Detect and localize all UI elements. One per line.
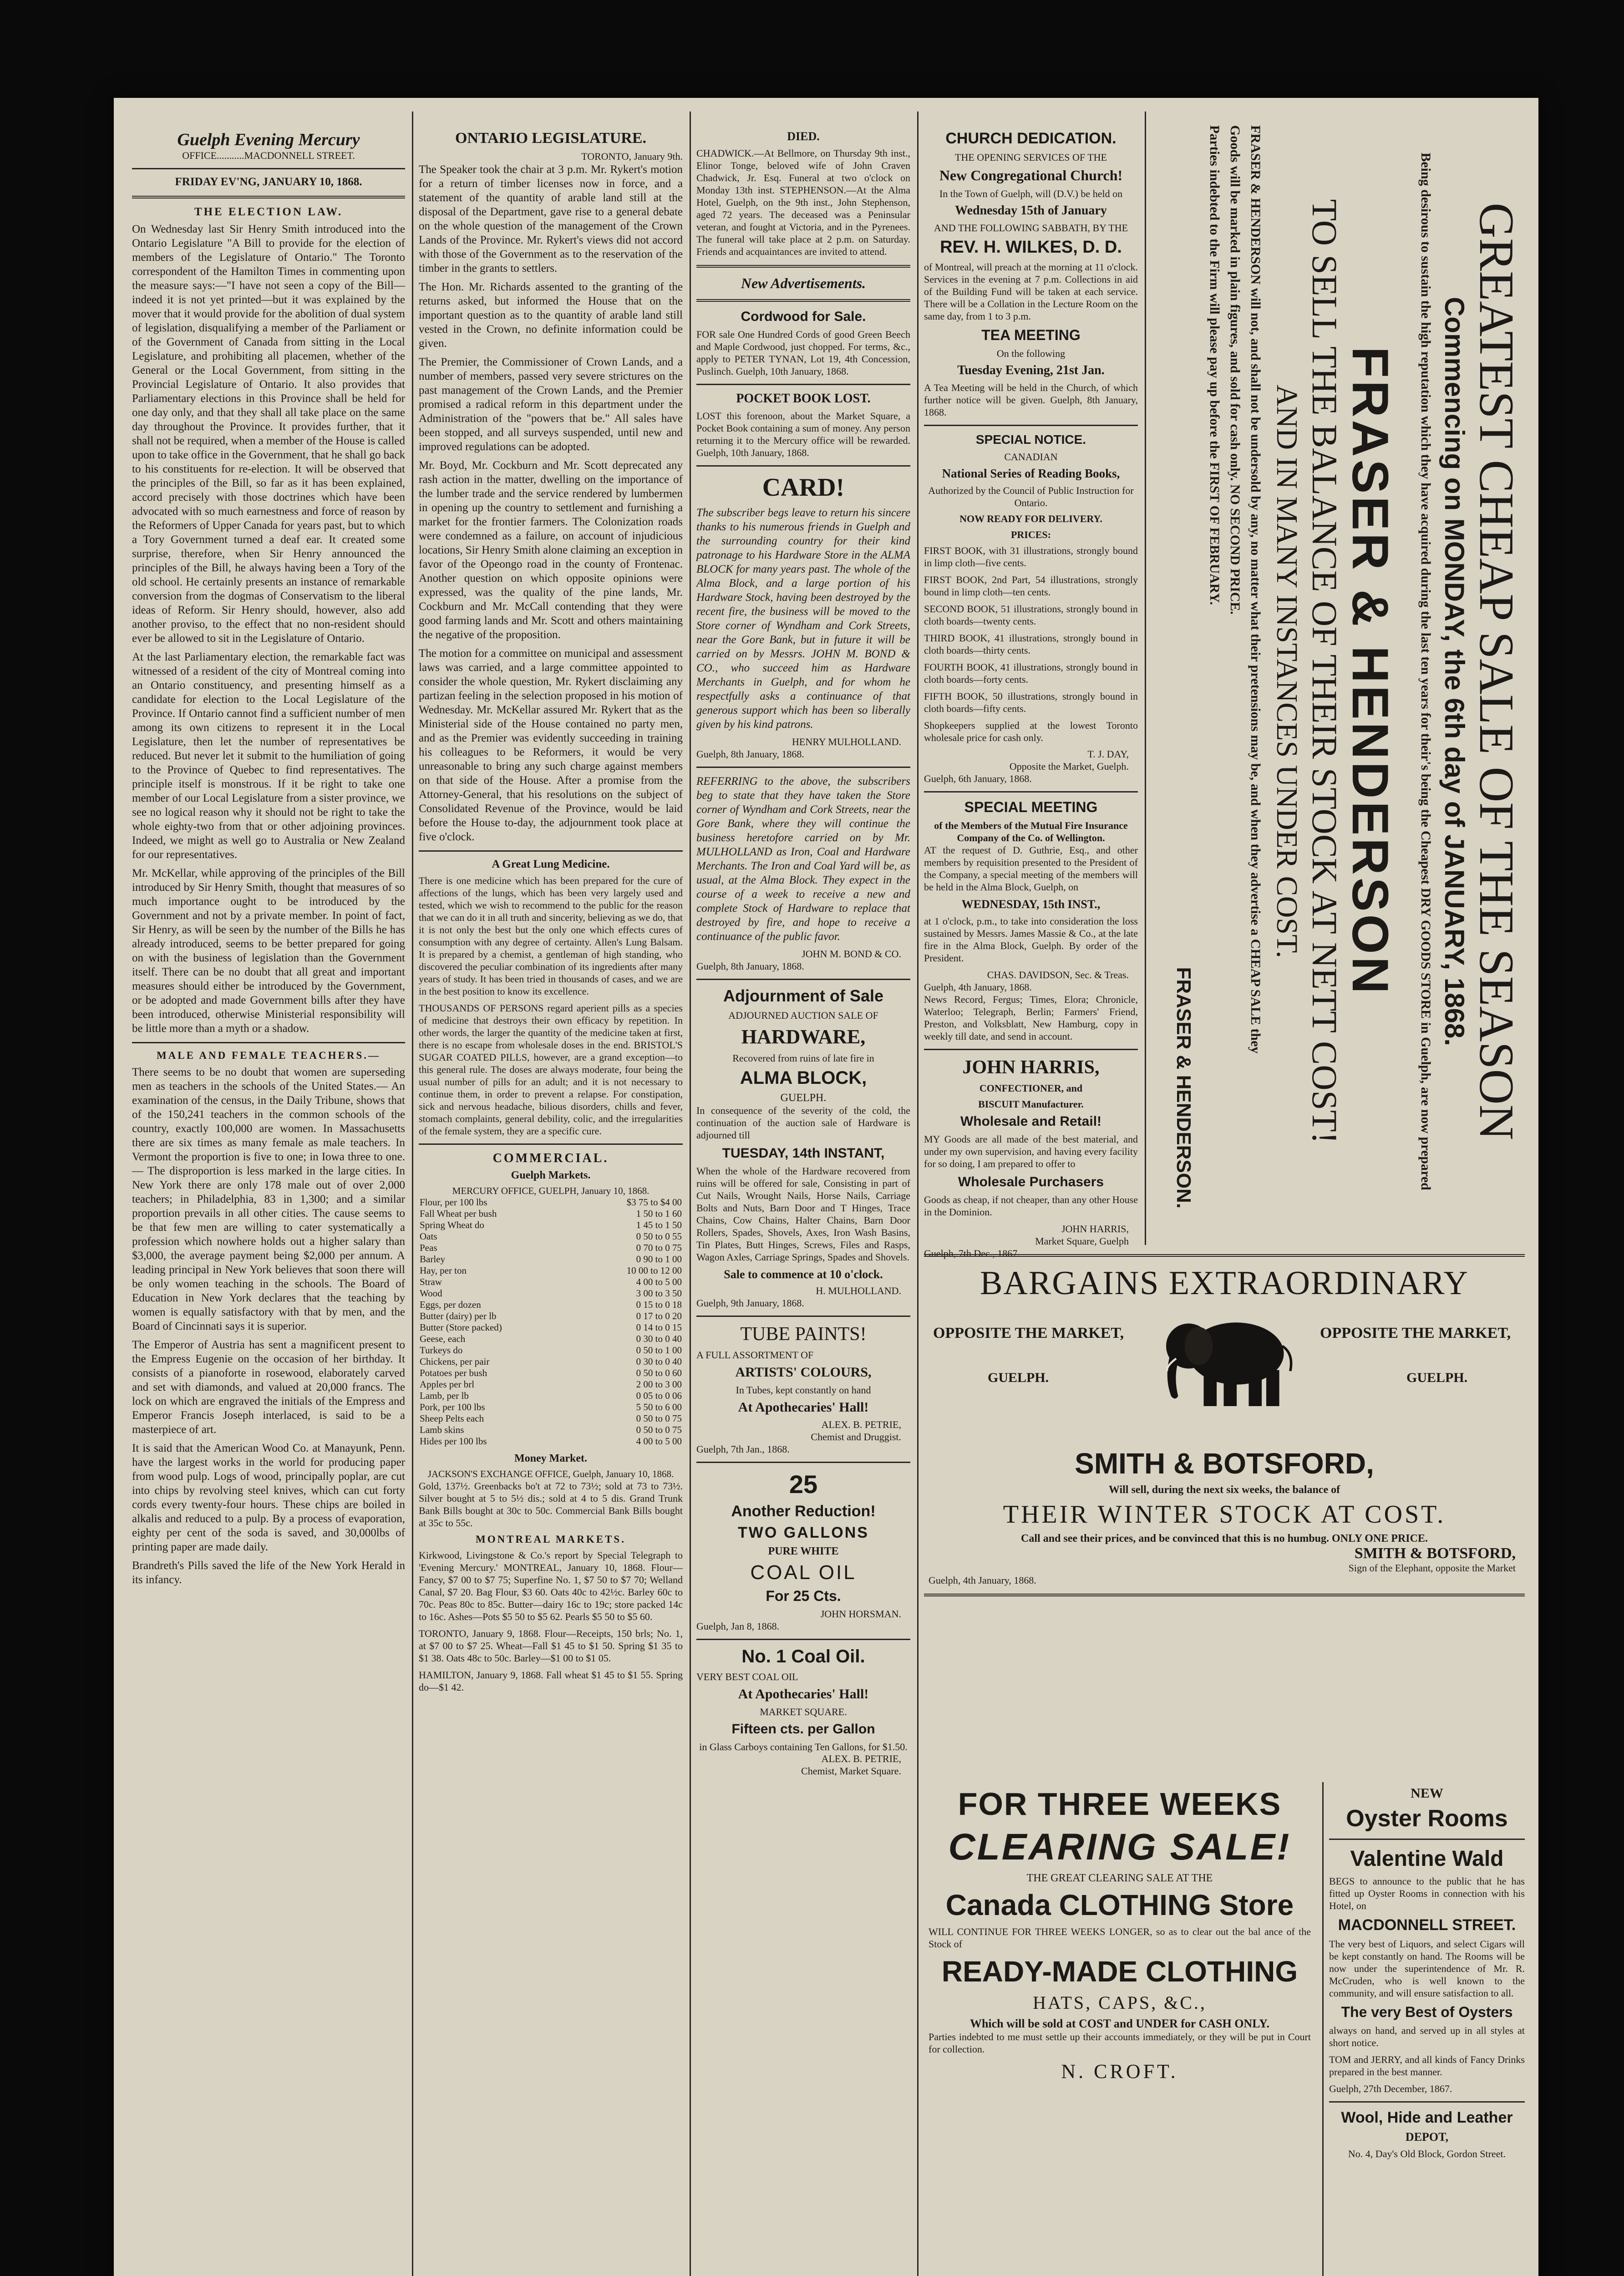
masthead-title: Guelph Evening Mercury — [177, 130, 360, 149]
new-congregational: New Congregational Church! — [939, 167, 1123, 183]
book-price-item: FOURTH BOOK, 41 illustrations, strongly bound in cloth boards—forty cents. — [924, 661, 1138, 685]
horsman-signature: JOHN HORSMAN. — [820, 1608, 901, 1620]
market-item: Oats — [420, 1231, 437, 1242]
market-row — [419, 1322, 683, 1333]
wholesale-purchasers: Wholesale Purchasers — [958, 1174, 1104, 1189]
teachers-paragraph: It is said that the American Wood Co. at Manayunk, Penn. have the largest works in the world for producing paper from wood pulp. Logs of wood, principally poplar, are cut into chips by revolving steel knives, which can cut forty cords every twenty-four hours. These chips are boiled in alkalis and reduced to a pulp. By a process of evaporation, eighty per cent of the soda is saved, and 30,000lbs of printing paper are made daily. — [132, 1442, 405, 1553]
many-instances: AND IN MANY INSTANCES UNDER COST. — [1270, 385, 1304, 958]
column-1 — [132, 116, 405, 2276]
market-row — [419, 1345, 683, 1356]
petrie-signature-2: ALEX. B. PETRIE, — [821, 1753, 901, 1764]
confectioner: CONFECTIONER, and — [979, 1082, 1083, 1094]
market-item: Lamb skins — [420, 1424, 464, 1435]
markets-subheading: MERCURY OFFICE, GUELPH, January 10, 1868. — [452, 1185, 650, 1196]
valentine-wald: Valentine Wald — [1350, 1847, 1504, 1871]
special-meeting: SPECIAL MEETING — [964, 799, 1098, 815]
national-series: National Series of Reading Books, — [942, 467, 1120, 480]
market-item: Geese, each — [420, 1333, 466, 1344]
book-price-item: SECOND BOOK, 51 illustrations, strongly bound in cloth boards—twenty cents. — [924, 603, 1138, 627]
money-text: Gold, 137½. Greenbacks bo't at 72 to 73½; sold at 73 to 73½. Silver bought at 5 to 5½ dis.; sold at 4 to 5 dis. Grand Trunk Bank Bills bought at 30c to 50c. Commercial Bank Bills bought at 35c to 55c. — [419, 1480, 683, 1529]
legislature-paragraph: The Hon. Mr. Richards assented to the granting of the returns asked, but informed the House that on the important question as to the quantity of arable land still vested in the Crown, no definite information could be given. — [419, 281, 683, 350]
cordwood-text: FOR sale One Hundred Cords of good Green Beech and Maple Cordwood, just chopped. For terms, &c., apply to PETER TYNAN, Lot 19, 4th Concession, Puslinch. Guelph, 10th January, 1868. — [696, 329, 910, 377]
card-date: Guelph, 8th January, 1868. — [696, 748, 804, 760]
market-item: Sheep Pelts each — [420, 1413, 484, 1424]
teachers-paragraph: Brandreth's Pills saved the life of the New York Herald in its infancy. — [132, 1560, 405, 1586]
shopkeepers: Shopkeepers supplied at the lowest Toronto wholesale price for cash only. — [924, 720, 1138, 743]
column-rule — [690, 112, 691, 2276]
market-item: Butter (Store packed) — [420, 1322, 502, 1333]
petrie-date: Guelph, 7th Jan., 1868. — [696, 1443, 790, 1455]
in-tubes: In Tubes, kept constantly on hand — [736, 1384, 871, 1396]
market-price: 0 30 to 0 40 — [636, 1333, 682, 1344]
card-signature: HENRY MULHOLLAND. — [792, 736, 901, 747]
oyster-date: Guelph, 27th December, 1867. — [1329, 2083, 1452, 2094]
church-in: In the Town of Guelph, will (D.V.) be held on — [939, 188, 1123, 199]
market-row — [419, 1413, 683, 1424]
market-row — [419, 1299, 683, 1311]
cordwood-heading: Cordwood for Sale. — [741, 309, 866, 324]
meeting-of: of the Members of the Mutual Fire Insurance Company of the Co. of Wellington. — [934, 820, 1128, 843]
market-price: 0 90 to 1 00 — [636, 1254, 682, 1265]
authorized: Authorized by the Council of Public Instruction for Ontario. — [928, 485, 1134, 508]
meeting-text: AT the request of D. Guthrie, Esq., and other members by requisition presented to the President of the Company, a special meeting of the members will be held in the Alma Block, Guelph, on — [924, 844, 1138, 893]
apothecaries-heading-2: At Apothecaries' Hall! — [738, 1687, 869, 1702]
market-price: 0 50 to 0 60 — [636, 1367, 682, 1378]
news-copy: News Record, Fergus; Times, Elora; Chronicle, Waterloo; Telegraph, Berlin; Farmers' Friend, Preston, and Volksblatt, New Hamburg, copy in weekly till date, and send in account. — [924, 994, 1138, 1042]
market-item: Spring Wheat do — [420, 1219, 484, 1230]
market-row — [419, 1379, 683, 1390]
book-price-item: FIRST BOOK, with 31 illustrations, strongly bound in limp cloth—five cents. — [924, 545, 1138, 569]
petrie-signature: ALEX. B. PETRIE, — [821, 1419, 901, 1430]
day-date: Guelph, 6th January, 1868. — [924, 773, 1032, 784]
column-3 — [696, 116, 910, 2276]
column-rule — [917, 112, 919, 2276]
legislature-paragraph: The Speaker took the chair at 3 p.m. Mr. Rykert's motion for a return of timber licenses now in force, and a statement of the quantity of arable land still at the disposal of the Department, gave rise to a general debate on the whole question of the management of the Crown Lands of the Province. Mr. Rykert's views did not accord with those of the Government as to the reservation of the timber in the grants to settlers. — [419, 163, 683, 274]
legislature-heading: ONTARIO LEGISLATURE. — [455, 130, 647, 147]
market-row — [419, 1208, 683, 1219]
two-gallons: TWO GALLONS — [738, 1524, 869, 1541]
pocket-heading: POCKET BOOK LOST. — [736, 391, 871, 406]
newspaper-page — [114, 98, 1538, 2276]
clearing-sale: CLEARING SALE! — [948, 1826, 1291, 1868]
adjourn-subheading: ADJOURNED AUCTION SALE OF — [728, 1010, 878, 1021]
market-item: Hides per 100 lbs — [420, 1436, 487, 1447]
no1-coal-oil: No. 1 Coal Oil. — [741, 1646, 865, 1666]
tuesday-text: When the whole of the Hardware recovered from ruins will be offered for sale, Consisting in part of Cut Nails, Wrought Nails, Horse Nails, Carriage Bolts and Nuts, Barn Door and T Hinges, Trace Chains, Cow Chains, Halter Chains, Barn Door Rollers, Spades, Shovels, Axes, Iron Wash Basins, Tin Plates, Butt Hinges, Screws, Files and Rasps, Wagon Axles, Carriage Springs, Spades and Shovels. — [696, 1165, 910, 1263]
column-2 — [419, 116, 683, 2276]
masthead-date: FRIDAY EV'NG, JANUARY 10, 1868. — [175, 176, 362, 188]
harris-signature: JOHN HARRIS, — [1061, 1223, 1129, 1235]
book-price-item: FIFTH BOOK, 50 illustrations, strongly bound in cloth boards—fifty cents. — [924, 691, 1138, 714]
referring-text: REFERRING to the above, the subscribers beg to state that they have taken the Store corner of Wyndham and Cork Streets, near the Gore Bank, where they will continue the business heretofore carried on by Mr. MULHOLLAND as Iron, Coal and Hardware Merchants. The Iron and Coal Yard will be, as usual, at the Alma Block. They expect in the course of a week to receive a new and complete Stock of Hardware to replace that destroyed by fire, and hope to receive a continuance of the public favor. — [696, 775, 910, 943]
special-notice: SPECIAL NOTICE. — [975, 432, 1086, 447]
parties-indebted: Parties indebted to the Firm will please pay up before the FIRST OF FEBRUARY. — [1207, 125, 1222, 605]
adjourn-text: In consequence of the severity of the cold, the continuation of the auction sale of Hardware is adjourned till — [696, 1105, 910, 1141]
tea-meeting: TEA MEETING — [981, 327, 1081, 343]
harris-text: MY Goods are all made of the best material, and under my own supervision, and having every facility for so doing, I am prepared to offer to — [924, 1133, 1138, 1169]
goods-marked: Goods will be marked in plain figures, and sold for cash only. NO SECOND PRICE. — [1228, 125, 1243, 615]
will-sell: Will sell, during the next six weeks, the balance of — [1108, 1484, 1340, 1496]
column-4 — [924, 116, 1138, 1259]
teachers-heading: MALE AND FEMALE TEACHERS.— — [156, 1050, 381, 1061]
lung-paragraph: There is one medicine which has been prepared for the cure of affections of the lungs, which has been very largely used and tested, which we wish to recommend to the public for the reason that we can do it in all truth and sincerity, believing as we do, that it is not only the best but the only one which effects cures of consumption with any degree of certainty. Allen's Lung Balsam. It is prepared by a chemist, a gentleman of high standing, who discovered the peculiar combination of its ingredients after many years of study. It has been tried in thousands of cases, and we are in the best position to know its excellence. — [419, 875, 683, 997]
which-sold: Which will be sold at COST and UNDER for CASH ONLY. — [969, 2017, 1270, 2030]
legislature-paragraph: Mr. Boyd, Mr. Cockburn and Mr. Scott deprecated any rash action in the matter, dwelling on the importance of the lumber trade and the service rendered by lumbermen in opening up the country to settlement and furnishing a market for the frontier farmers. The Colonization roads were condemned as a failure, on account of injudicious locations, Sir Henry Smith alone claiming an exception in favor of the Opeongo road in the county of Frontenac. Another question on which opposite opinions were expressed, was the quality of the pine lands, Mr. Cockburn and Mr. McCall contending that they were good farming lands and Mr. Scott and others maintaining the negative of the proposition. — [419, 459, 683, 641]
day-signature: T. J. DAY, — [1087, 748, 1129, 760]
market-price: 0 50 to 0 55 — [636, 1231, 682, 1242]
market-row — [419, 1424, 683, 1436]
election-heading: THE ELECTION LAW. — [194, 206, 343, 218]
number-25: 25 — [789, 1470, 818, 1499]
guelph-text: GUELPH. — [780, 1092, 827, 1104]
alma-heading: ALMA BLOCK, — [740, 1068, 867, 1088]
very-best-text: The very best of Liquors, and select Cigars will be kept constantly on hand. The Rooms will be now under the superintendence of Mr. R. McCruden, who is well known to the community, and will ensure satisfaction to all. — [1329, 1938, 1525, 1999]
parties-indebted-croft: Parties indebted to me must settle up their accounts immediately, or they will be put in Court for collection. — [929, 2031, 1311, 2055]
market-price: 0 50 to 0 75 — [636, 1424, 682, 1435]
market-item: Butter (dairy) per lb — [420, 1311, 497, 1321]
montreal-text: Kirkwood, Livingstone & Co.'s report by Special Telegraph to 'Evening Mercury.' MONTREAL, January 10, 1868. Flour—Fancy, $7 00 to $7 75; Superfine No. 1, $7 50 to $7 70; Welland Canal, $7 20. Bag Flour, $3 60. Oats 40c to 42½c. Barley 60c to 70c. Peas 80c to 85c. Butter—dairy 16c to 19c; store packed 14c to 16c. Ashes—Pots $5 50 to $5 62. Pearls $5 50 to $5 60. — [419, 1550, 683, 1622]
guelph-left: GUELPH. — [988, 1370, 1049, 1385]
fraser-henderson-ad — [1149, 116, 1527, 1227]
election-paragraph: On Wednesday last Sir Henry Smith introduced into the Ontario Legislature "A Bill to provide for the election of members of the Legislature of Ontario." The Toronto correspondent of the Hamilton Times in commenting upon the measure says:—"I have not seen a copy of the Bill—indeed it is not yet printed—but it was explained by the mover that it would provide for the abolition of dual system of legislation, disqualifying a member of the Parliament or of the Government of Canada from sitting in the Local Legislature, and prohibiting all placemen, whether of the General or the Local Government, from sitting in the Provincial Legislature of Ontario. It also provides that Parliamentary elections in this Province shall be held for one day only, and that they shall all take place on the same day throughout the Province. It provides further, that it shall not be required, when a member of the House is called upon to take office in the Government, that he shall go back to his constituents for re-election. It will be observed that the principles of the Bill, so far as it has been explained, accord precisely with those doctrines which have been advocated with so much earnestness and force of reason by the Reformers of Upper Canada for years past, but to which a Tory Government turned a deaf ear. It created some surprise, therefore, when Sir Henry announced the principles of the Bill, he always having been a Tory of the old school. He certainly presents an instance of remarkable conversion from the dogmas of Conservatism to the liberal ideas of Reform. Sir Henry should, however, also add another proviso, to the effect that no non-resident should ever be allowed to sit in the Legislature of Ontario. — [132, 223, 405, 645]
call-and-see: Call and see their prices, and be convinced that this is no humbug. ONLY ONE PRICE. — [1021, 1533, 1428, 1544]
wool-hide: Wool, Hide and Leather — [1341, 2109, 1513, 2126]
market-row — [419, 1436, 683, 1447]
masthead-office: OFFICE...........MACDONNELL STREET. — [182, 150, 355, 161]
market-row — [419, 1242, 683, 1254]
chemist-text-2: Chemist, Market Square. — [801, 1765, 901, 1777]
lung-heading: A Great Lung Medicine. — [492, 858, 610, 870]
recovered-text: Recovered from ruins of late fire in — [732, 1052, 874, 1064]
very-best-oysters: The very Best of Oysters — [1341, 2004, 1513, 2020]
day-sub: Opposite the Market, Guelph. — [1009, 761, 1129, 772]
fh-signature: FRASER & HENDERSON. — [1172, 967, 1195, 1209]
card-text: The subscriber begs leave to return his sincere thanks to his numerous friends in Guelph and the surrounding country for their kind patronage to his Hardware Store in the ALMA BLOCK for many years past. The whole of the Alma Block, and a large portion of his Hardware Stock, having been destroyed by the recent fire, the business will be moved to the Store corner of Wyndham and Cork Streets, near the Gore Bank, but in future it will be carried on by Messrs. JOHN M. BOND & CO., who succeed him as Hardware Merchants in Guelph, and for whom he respectfully asks a continuance of that generous support which has been so liberally given by his kind patrons. — [696, 507, 910, 731]
market-row — [419, 1311, 683, 1322]
referring-date: Guelph, 8th January, 1868. — [696, 960, 804, 972]
column-rule — [1322, 1782, 1324, 2276]
market-row — [419, 1356, 683, 1367]
market-row — [419, 1254, 683, 1265]
markets-heading: Guelph Markets. — [511, 1169, 591, 1181]
church-heading: CHURCH DEDICATION. — [945, 130, 1116, 147]
canadian: CANADIAN — [1004, 451, 1058, 462]
pure-white: PURE WHITE — [768, 1545, 839, 1557]
to-sell: TO SELL THE BALANCE OF THEIR STOCK AT NETT COST! — [1305, 199, 1345, 1144]
commencing: Commencing on MONDAY, the 6th day of JANUARY, 1868. — [1439, 297, 1470, 1046]
fh-will-not: FRASER & HENDERSON will not, and shall not be undersold by any, no matter what their pretensions may be, and when they advertise a CHEAP SALE they — [1248, 125, 1263, 1054]
begs-text: BEGS to announce to the public that he has fitted up Oyster Rooms in connection with his Hotel, on — [1329, 1875, 1525, 1911]
market-row — [419, 1333, 683, 1345]
artists-heading: ARTISTS' COLOURS, — [735, 1365, 872, 1380]
referring-signature: JOHN M. BOND & CO. — [802, 948, 901, 960]
sale-signature: H. MULHOLLAND. — [816, 1285, 901, 1296]
market-item: Hay, per ton — [420, 1265, 467, 1276]
market-item: Apples per brl — [420, 1379, 475, 1390]
hardware-heading: HARDWARE, — [741, 1026, 866, 1048]
market-item: Wood — [420, 1288, 442, 1299]
teachers-paragraph: There seems to be no doubt that women are superseding men as teachers in the schools of the United States.— An examination of the census, in the Daily Tribune, shows that of the 150,241 teachers in the common schools of the country, exactly 100,000 are women. In Massachusetts there are six times as many female as male teachers. In Vermont the proportion is five to one; in Iowa three to one.— The disproportion is less marked in the large cities. In New York there are only 178 male out of over 2,000 teachers; in Philadelphia, 83 in 1,300; and a similar proportion prevails in all other cities. The cause seems to be that few men are willing to cater systematically a profession which nowhere holds out a higher salary than $3,000, the average payment being $2,000 per annum. A leading principal in New York believes that soon there will be only women teaching in the schools. The Board of Education in New York declares that the teaching by women is equally satisfactory with that by men, and the Board of Cincinnati says it is superior. — [132, 1066, 405, 1332]
adjourn-heading: Adjournment of Sale — [723, 986, 884, 1005]
davidson-signature: CHAS. DAVIDSON, Sec. & Treas. — [987, 969, 1129, 981]
market-price: 4 00 to 5 00 — [636, 1276, 682, 1287]
market-row — [419, 1276, 683, 1288]
market-price: 0 30 to 0 40 — [636, 1356, 682, 1367]
toronto-text: TORONTO, January 9, 1868. Flour—Receipts, 150 brls; No. 1, at $7 00 to $7 25. Wheat—Fall $1 45 to $1 50. Spring $1 35 to $1 38. Oats 48c to 50c. Barley—$1 00 to $1 05. — [419, 1628, 683, 1664]
tube-heading: TUBE PAINTS! — [740, 1324, 867, 1345]
market-item: Flour, per 100 lbs — [420, 1197, 487, 1208]
harris-heading: JOHN HARRIS, — [962, 1057, 1100, 1078]
tea-text: A Tea Meeting will be held in the Church, of which further notice will be given. Guelph, 8th January, 1868. — [924, 382, 1138, 418]
clothing-ad — [924, 1782, 1315, 2276]
winter-stock: THEIR WINTER STOCK AT COST. — [1003, 1500, 1446, 1529]
market-price: 0 70 to 0 75 — [636, 1242, 682, 1253]
market-item: Lamb, per lb — [420, 1390, 469, 1401]
harris-text-2: Goods as cheap, if not cheaper, than any other House in the Dominion. — [924, 1194, 1138, 1218]
davidson-date: Guelph, 4th January, 1868. — [924, 981, 1032, 993]
legislature-paragraph: The Premier, the Commissioner of Crown Lands, and a number of members, passed very severe strictures on the past management of the Crown Lands, and the Premier promised a radical reform in this department under the Administration of the "powers that be." All sales have been stopped, and all surveys suspended, until new and improved regulations can be adopted. — [419, 356, 683, 453]
sale-time: Sale to commence at 10 o'clock. — [724, 1268, 883, 1281]
card-heading: CARD! — [762, 473, 845, 502]
apothecaries-heading: At Apothecaries' Hall! — [738, 1400, 869, 1415]
tea-date: Tuesday Evening, 21st Jan. — [957, 363, 1105, 377]
hamilton-text: HAMILTON, January 9, 1868. Fall wheat $1 45 to $1 55. Spring do—$1 42. — [419, 1669, 683, 1693]
market-price: 0 50 to 1 00 — [636, 1345, 682, 1356]
horsman-date: Guelph, Jan 8, 1868. — [696, 1621, 780, 1632]
market-item: Barley — [420, 1254, 445, 1265]
market-price: 0 15 to 0 18 — [636, 1299, 682, 1310]
market-item: Eggs, per dozen — [420, 1299, 481, 1310]
market-price: 1 50 to 1 60 — [636, 1208, 682, 1219]
montreal-heading: MONTREAL MARKETS. — [476, 1534, 626, 1545]
book-price-item: THIRD BOOK, 41 illustrations, strongly bound in cloth boards—thirty cents. — [924, 632, 1138, 656]
sale-date: Guelph, 9th January, 1868. — [696, 1297, 804, 1309]
legislature-dateline: TORONTO, January 9th. — [581, 151, 683, 162]
wholesale-retail: Wholesale and Retail! — [960, 1114, 1102, 1129]
church-text: of Montreal, will preach at the morning at 11 o'clock. Services in the evening at 7 p.m. Collections in aid of the Building Fund will be taken at each service. There will be a Collation in the Lecture Room on the same day, from 1 to 3 p.m. — [924, 261, 1138, 322]
harris-date: Guelph, 7th Dec., 1867. — [924, 1248, 1020, 1259]
new-ads-heading: New Advertisements. — [741, 275, 866, 291]
croft-signature: N. CROFT. — [1061, 2060, 1178, 2083]
chemist-text: Chemist and Druggist. — [811, 1431, 901, 1443]
tuesday-heading: TUESDAY, 14th INSTANT, — [722, 1146, 885, 1161]
smith-signature: SMITH & BOTSFORD, — [1354, 1545, 1516, 1562]
books-list — [924, 544, 1138, 715]
very-best-oil: VERY BEST COAL OIL — [696, 1671, 798, 1682]
bargains-ad — [924, 1254, 1525, 1837]
market-price: 0 14 to 0 15 — [636, 1322, 682, 1333]
money-heading: Money Market. — [514, 1453, 587, 1464]
macdonnell-street: MACDONNELL STREET. — [1338, 1916, 1516, 1934]
for-25-cts: For 25 Cts. — [766, 1588, 841, 1604]
market-price: $3 75 to $4 00 — [626, 1197, 682, 1208]
election-paragraph: At the last Parliamentary election, the remarkable fact was witnessed of a resident of the city of Montreal coming into an Ontario constituency, and presenting himself as a candidate for election to the Local Legislature of the Province. If Ontario cannot find a sufficient number of men among its own citizens to represent it in the Local Legislature, then let the number of representatives be reduced. But never let it submit to the humiliation of going to the Province of Quebec to find representatives. The principle itself is monstrous. If it be right to take one member of our Local Legislature from a sister province, we see no logical reason why it should not be right to take the whole eighty-two from that or other adjoining provinces. Indeed, we might as well go to Australia or New Zealand for our representatives. — [132, 651, 405, 861]
column-rule — [1145, 112, 1146, 1245]
great-clearing: THE GREAT CLEARING SALE AT THE — [1026, 1872, 1213, 1884]
sign-of-elephant: Sign of the Elephant, opposite the Market — [1348, 1562, 1516, 1574]
new-heading: NEW — [1411, 1786, 1443, 1801]
market-price: 5 50 to 6 00 — [636, 1402, 682, 1412]
market-item: Straw — [420, 1276, 442, 1287]
canada-clothing: Canada CLOTHING Store — [945, 1889, 1294, 1921]
wilkes-heading: REV. H. WILKES, D. D. — [940, 238, 1122, 257]
fifteen-sub: in Glass Carboys containing Ten Gallons, for $1.50. — [699, 1741, 908, 1753]
pocket-text: LOST this forenoon, about the Market Square, a Pocket Book containing a sum of money. Any person returning it to the Mercury office will be rewarded. Guelph, 10th January, 1868. — [696, 410, 910, 458]
market-row — [419, 1219, 683, 1231]
smith-botsford: SMITH & BOTSFORD, — [1075, 1447, 1374, 1480]
church-by: AND THE FOLLOWING SABBATH, BY THE — [934, 222, 1128, 234]
market-item: Potatoes per bush — [420, 1367, 487, 1378]
depot-sub: No. 4, Day's Old Block, Gordon Street. — [1348, 2148, 1506, 2159]
markets-table — [419, 1197, 683, 1447]
tea-on: On the following — [996, 348, 1066, 359]
market-price: 2 00 to 3 00 — [636, 1379, 682, 1390]
market-item: Fall Wheat per bush — [420, 1208, 497, 1219]
market-item: Peas — [420, 1242, 437, 1253]
always-text: always on hand, and served up in all styles at short notice. — [1329, 2025, 1525, 2048]
will-continue: WILL CONTINUE FOR THREE WEEKS LONGER, so as to clear out the bal ance of the Stock of — [929, 1926, 1311, 1950]
market-item: Chickens, per pair — [420, 1356, 490, 1367]
tom-text: TOM and JERRY, and all kinds of Fancy Drinks prepared in the best manner. — [1329, 2054, 1525, 2078]
lung-paragraph: THOUSANDS OF PERSONS regard aperient pills as a species of medicine that destroys their own efficacy by repetition. In other words, the larger the quantity of the medicine taken at first, there is no escape from wholesale doses in the end. BRISTOL'S SUGAR COATED PILLS, however, are a grand exception—to this general rule. The doses are always moderate, four being the usual number of pills for an adult; and it is not necessary to continue them, in order to prevent a relapse. For constipation, sick and nervous headache, bilious disorders, chills and fever, stomach complaints, general debility, colic, and the irregularities of the female system, they are a specific cure. — [419, 1002, 683, 1137]
money-subheading: JACKSON'S EXCHANGE OFFICE, Guelph, January 10, 1868. — [427, 1468, 674, 1479]
elephant-icon — [1156, 1311, 1306, 1411]
meeting-text-2: at 1 o'clock, p.m., to take into consideration the loss sustained by Messrs. James Massie & Co., at the late fire in the Alma Block, Guelph. By order of the President. — [924, 915, 1138, 964]
guelph-right: GUELPH. — [1406, 1370, 1468, 1385]
market-price: 0 05 to 0 06 — [636, 1390, 682, 1401]
market-price: 0 50 to 0 75 — [636, 1413, 682, 1424]
wednesday-15th-inst: WEDNESDAY, 15th INST., — [961, 898, 1101, 911]
market-square: MARKET SQUARE. — [760, 1706, 847, 1717]
market-price: 0 17 to 0 20 — [636, 1311, 682, 1321]
three-weeks: FOR THREE WEEKS — [958, 1786, 1282, 1822]
now-ready: NOW READY FOR DELIVERY. — [959, 513, 1102, 524]
church-sub: THE OPENING SERVICES OF THE — [955, 152, 1107, 163]
greatest-sale: GREATEST CHEAP SALE OF THE SEASON — [1469, 203, 1523, 1140]
full-assortment: A FULL ASSORTMENT OF — [696, 1349, 814, 1361]
smith-date: Guelph, 4th January, 1868. — [929, 1575, 1036, 1586]
biscuit: BISCUIT Manufacturer. — [978, 1098, 1084, 1110]
opposite-right: OPPOSITE THE MARKET, — [1320, 1325, 1511, 1341]
oyster-ad — [1329, 1782, 1525, 2276]
died-heading: DIED. — [787, 130, 820, 143]
market-row — [419, 1402, 683, 1413]
market-row — [419, 1265, 683, 1276]
market-item: Turkeys do — [420, 1345, 463, 1356]
election-paragraph: Mr. McKellar, while approving of the principles of the Bill introduced by Sir Henry Smith, thought that measures of so much importance ought to be introduced by the Government and not by a private member. In point of fact, Sir Henry, as will be seen by the number of the Bills he has already introduced, seems to be better prepared for going on with the business of legislation than the Government itself. There can be no doubt that all great and important measures should either be introduced by the Government, or be adopted and made Government bills after they have been introduced, otherwise Ministerial responsibility will be little more than a myth or a shadow. — [132, 867, 405, 1035]
market-row — [419, 1288, 683, 1299]
market-row — [419, 1367, 683, 1379]
market-row — [419, 1197, 683, 1208]
book-price-item: FIRST BOOK, 2nd Part, 54 illustrations, strongly bound in limp cloth—ten cents. — [924, 574, 1138, 598]
depot: DEPOT, — [1405, 2130, 1449, 2144]
oyster-rooms: Oyster Rooms — [1346, 1805, 1508, 1832]
bargains-heading: BARGAINS EXTRAORDINARY — [980, 1265, 1469, 1302]
market-row — [419, 1390, 683, 1402]
market-price: 3 00 to 3 50 — [636, 1288, 682, 1299]
fraser-henderson-name: FRASER & HENDERSON — [1342, 346, 1399, 996]
column-rule — [412, 112, 413, 2276]
teachers-paragraph: The Emperor of Austria has sent a magnificent present to the Empress Eugenie on the occasion of her birthday. It consists of a pianoforte in rosewood, elaborately carved and set with diamonds, and valued at 20,000 francs. The lock on which are engraved the initials of the Empress and Emperor Francis Joseph interlaced, is said to be a masterpiece of art. — [132, 1339, 405, 1436]
hats-caps: HATS, CAPS, &C., — [1033, 1992, 1207, 2013]
fifteen-cents: Fifteen cts. per Gallon — [731, 1722, 875, 1737]
being-desirous: Being desirous to sustain the high reputation which they have acquired during the last ten years for their's being the Cheapest DRY GOODS STORE in Guelph, are now prepared — [1418, 152, 1433, 1190]
died-text: CHADWICK.—At Bellmore, on Thursday 9th inst., Elinor Tonge, beloved wife of John Craven Chadwick, Jr. Esq. Funeral at two o'clock on Monday 13th inst. STEPHENSON.—At the Alma Hotel, Guelph, on the 9th inst., John Stephenson, aged 72 years. The deceased was a Peninsular veteran, and fought at Victoria, and in the Pyrenees. The funeral will take place at 2 p.m. on Saturday. Friends and acquaintances are invited to attend. — [696, 147, 910, 257]
harris-signature-2: Market Square, Guelph — [1035, 1235, 1129, 1247]
prices-heading: PRICES: — [1010, 529, 1051, 540]
market-row — [419, 1231, 683, 1242]
market-item: Pork, per 100 lbs — [420, 1402, 485, 1412]
legislature-paragraph: The motion for a committee on municipal and assessment laws was carried, and a large committee appointed to consider the whole question, Mr. Rykert disclaiming any partizan feeling in the selection proposed in his motion of Wednesday. Mr. McKellar assured Mr. Rykert that as the Ministerial side of the House contained no party men, and as the Premier was evidently succeeding in training his colleagues to be Reformers, it would be very unreasonable to bring any such charge against members on that side of the House. After a promise from the Attorney-General, that his resolutions on the subject of Consolidated Revenue of the Province, would be laid before the House to-day, the adjournment took place at five o'clock. — [419, 647, 683, 843]
wednesday-15th: Wednesday 15th of January — [955, 203, 1107, 218]
ready-made: READY-MADE CLOTHING — [941, 1955, 1298, 1988]
market-price: 1 45 to 1 50 — [636, 1219, 682, 1230]
market-price: 10 00 to 12 00 — [626, 1265, 682, 1276]
another-reduction: Another Reduction! — [731, 1503, 876, 1520]
coal-oil: COAL OIL — [750, 1561, 857, 1584]
opposite-left: OPPOSITE THE MARKET, — [933, 1325, 1124, 1341]
commercial-heading: COMMERCIAL. — [492, 1151, 609, 1165]
market-price: 4 00 to 5 00 — [636, 1436, 682, 1447]
